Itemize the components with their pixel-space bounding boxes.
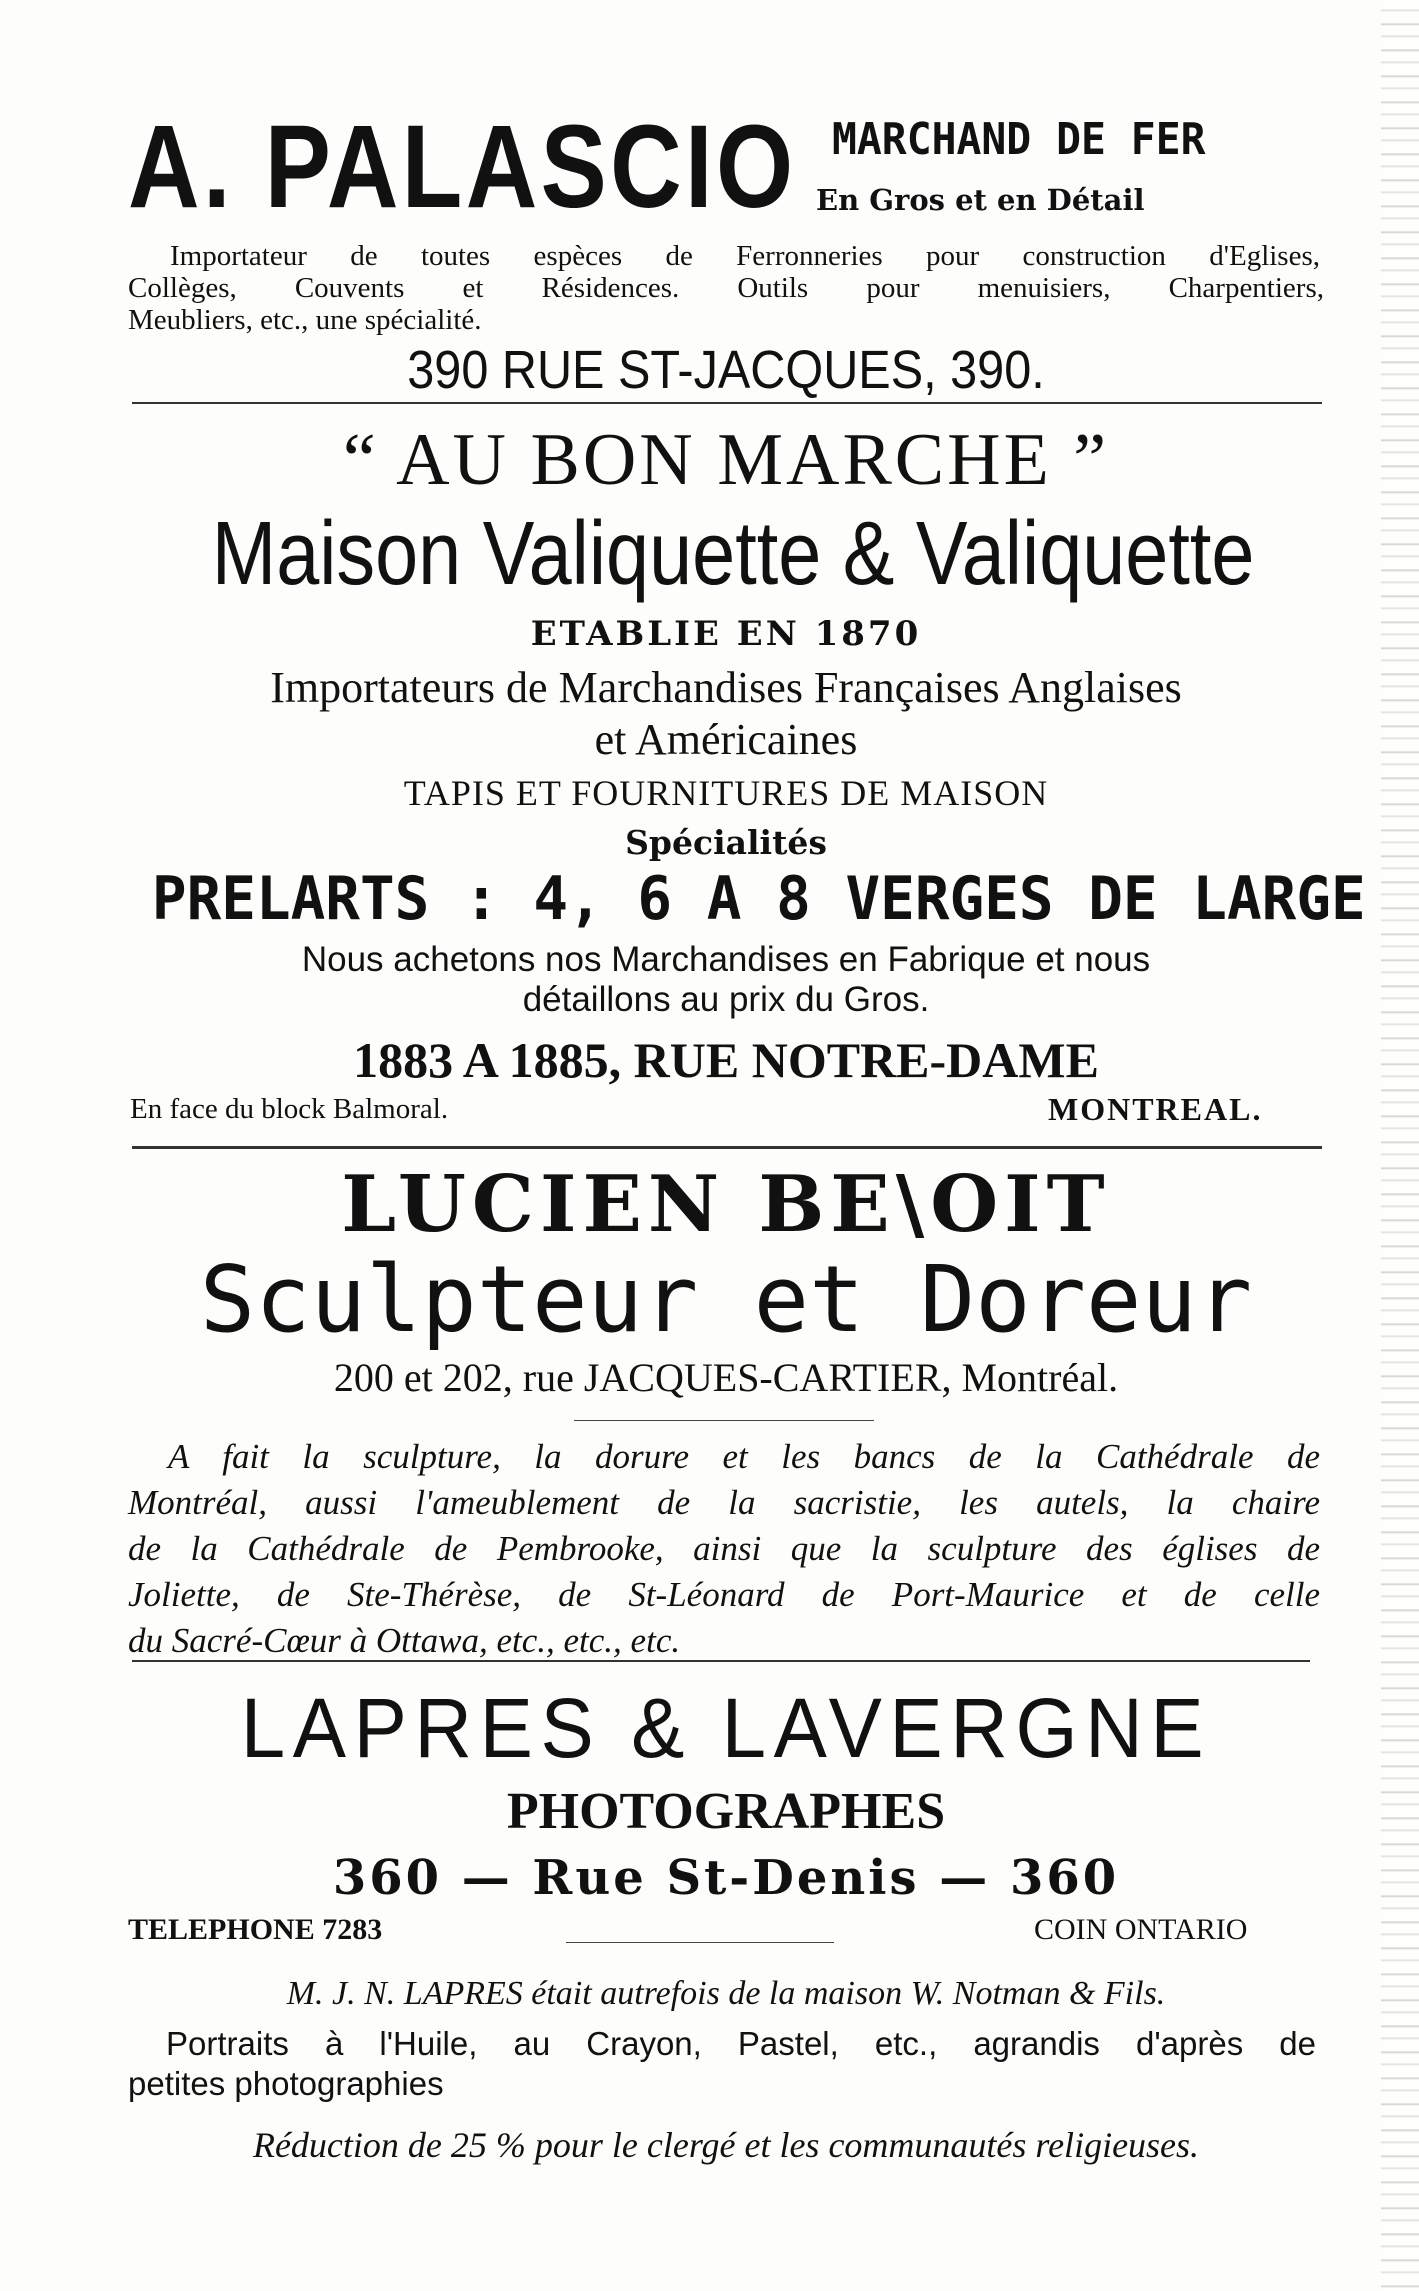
benoit-text-line-2: Montréal, aussi l'ameublement de la sacristie, les autels, la chaire xyxy=(128,1483,1320,1522)
short-divider xyxy=(566,1942,834,1943)
bon-marche-address: 1883 A 1885, RUE NOTRE-DAME xyxy=(353,1032,1099,1088)
palascio-gros-detail: En Gros et en Détail xyxy=(816,183,1145,217)
bon-marche-en-face: En face du block Balmoral. xyxy=(130,1093,449,1125)
palascio-address: 390 RUE ST-JACQUES, 390. xyxy=(407,340,1045,400)
benoit-text-line-3: de la Cathédrale de Pembrooke, ainsi que la sculpture des églises de xyxy=(128,1529,1320,1568)
palascio-name: A. PALASCIO xyxy=(128,101,797,233)
lapres-address: 360 — Rue St-Denis — 360 xyxy=(332,1850,1120,1906)
benoit-text-line-4: Joliette, de Ste-Thérèse, de St-Léonard de Port-Maurice et de celle xyxy=(128,1575,1320,1614)
bon-marche-title: “ AU BON MARCHE ” xyxy=(342,419,1110,501)
benoit-trade: Sculpteur et Doreur xyxy=(199,1246,1253,1353)
benoit-text-line-1: A fait la sculpture, la dorure et les bancs de la Cathédrale de xyxy=(168,1437,1320,1476)
bon-marche-specialites: Spécialités xyxy=(625,823,827,862)
lapres-reduction: Réduction de 25 % pour le clergé et les communautés religieuses. xyxy=(252,2125,1200,2165)
divider xyxy=(132,1660,1310,1662)
lapres-portraits-line-2: petites photographies xyxy=(128,2065,444,2102)
lapres-corner: COIN ONTARIO xyxy=(1034,1913,1248,1946)
palascio-description-line-3: Meubliers, etc., une spécialité. xyxy=(128,304,482,336)
lapres-trade: PHOTOGRAPHES xyxy=(506,1783,946,1840)
lapres-telephone: TELEPHONE 7283 xyxy=(128,1913,383,1946)
palascio-description-line-2: Collèges, Couvents et Résidences. Outils pour menuisiers, Charpentiers, xyxy=(128,272,1324,304)
bon-marche-prelarts: PRELARTS : 4, 6 A 8 VERGES DE LARGE xyxy=(151,864,1366,934)
lapres-notman: M. J. N. LAPRES était autrefois de la maison W. Notman & Fils. xyxy=(286,1975,1166,2012)
bon-marche-etablie: ETABLIE EN 1870 xyxy=(530,614,922,654)
bon-marche-tapis: TAPIS ET FOURNITURES DE MAISON xyxy=(403,773,1049,813)
bon-marche-importateurs-line-1: Importateurs de Marchandises Françaises Anglaises xyxy=(270,663,1182,712)
benoit-text-line-5: du Sacré-Cœur à Ottawa, etc., etc., etc. xyxy=(128,1621,681,1660)
divider xyxy=(132,402,1322,404)
lapres-portraits-line-1: Portraits à l'Huile, au Crayon, Pastel, etc., agrandis d'après de xyxy=(166,2025,1316,2062)
bon-marche-importateurs-line-2: et Américaines xyxy=(594,715,858,764)
page-edge-shadow xyxy=(1381,0,1419,2291)
bon-marche-achetons-line-2: détaillons au prix du Gros. xyxy=(522,980,930,1019)
short-divider xyxy=(574,1420,874,1421)
palascio-description-line-1: Importateur de toutes espèces de Ferronneries pour construction d'Eglises, xyxy=(170,240,1320,272)
benoit-address: 200 et 202, rue JACQUES-CARTIER, Montréal. xyxy=(333,1355,1119,1400)
bon-marche-city: MONTREAL. xyxy=(1048,1091,1263,1127)
bon-marche-maison: Maison Valiquette & Valiquette xyxy=(211,504,1255,604)
divider xyxy=(132,1146,1322,1149)
benoit-name: LUCIEN BE\OIT xyxy=(341,1159,1111,1250)
palascio-trade: MARCHAND DE FER xyxy=(832,114,1206,165)
lapres-name: LAPRES & LAVERGNE xyxy=(240,1681,1212,1775)
bon-marche-achetons-line-1: Nous achetons nos Marchandises en Fabrique et nous xyxy=(301,940,1151,979)
